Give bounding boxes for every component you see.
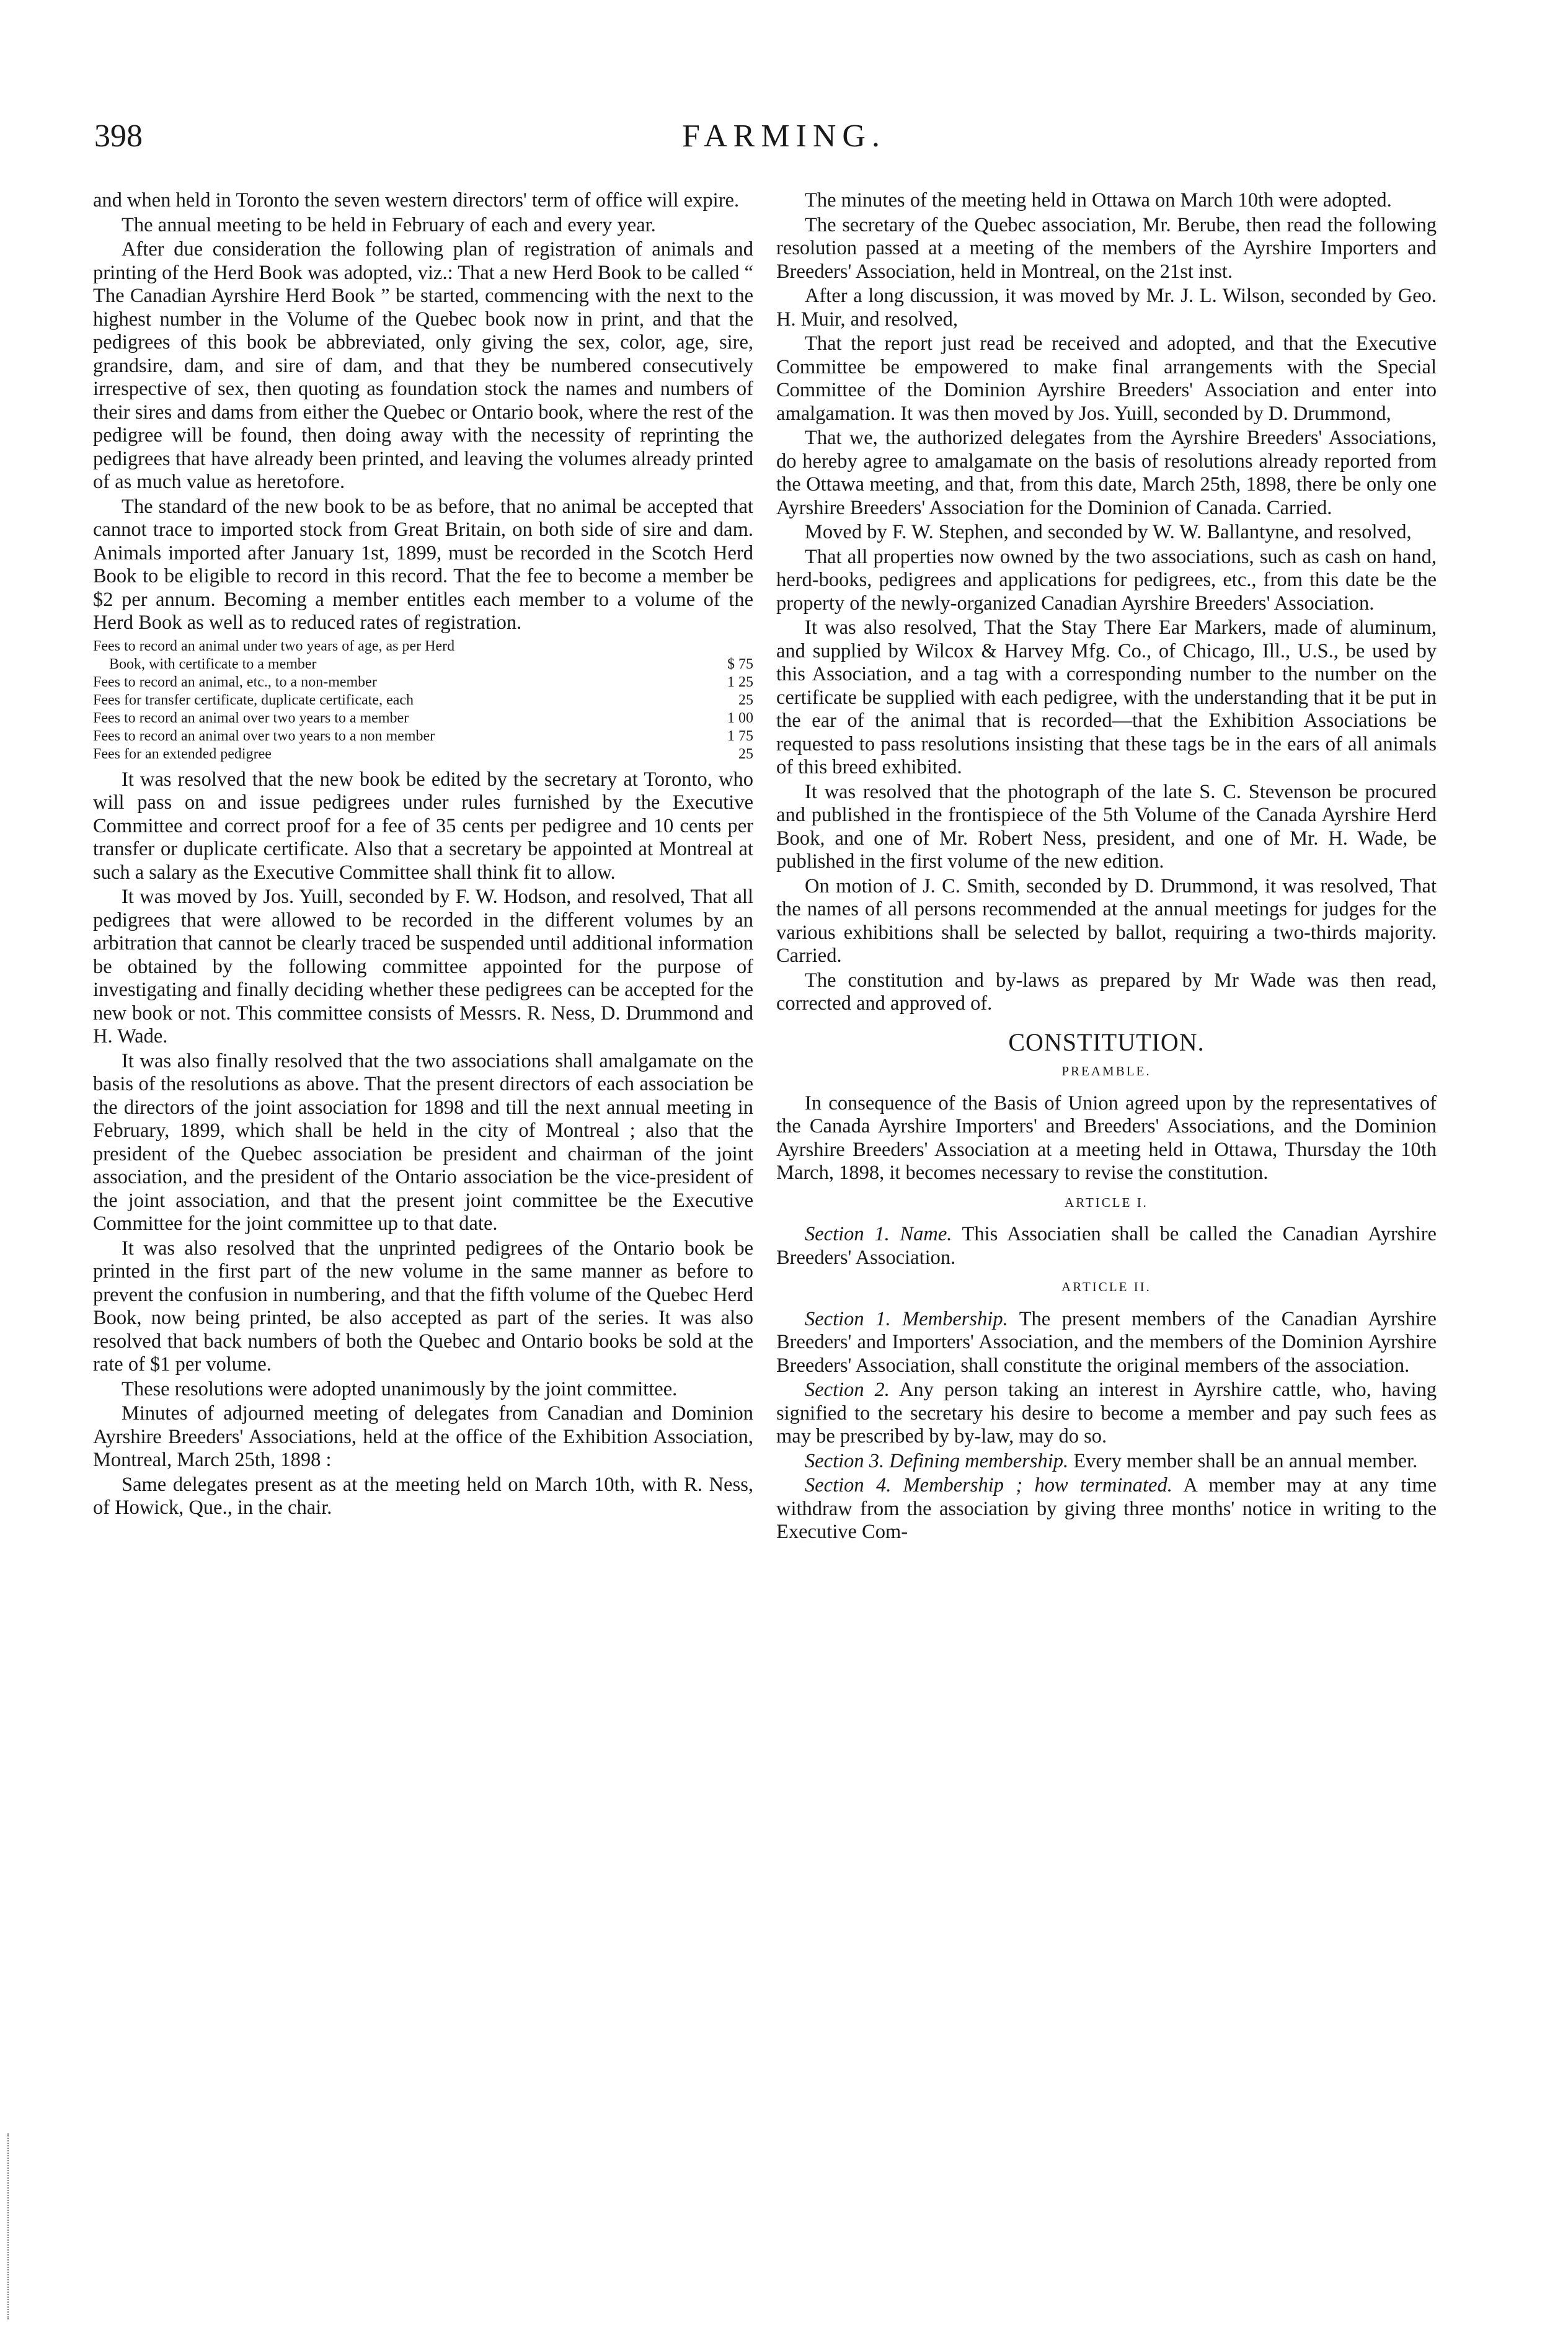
section-paragraph xyxy=(776,1379,1437,1449)
fee-row xyxy=(93,691,753,709)
fee-amount: $ 75 xyxy=(727,656,753,672)
paragraph: It was also resolved that the unprinted pedigrees of the Ontario book be printed in the first part of the new volume in the same manner as before to prevent the confusion in numbering, and that the fifth volume of the Quebec Herd Book, now being printed, be also accepted as part of the series. It was also resolved that back numbers of both the Quebec and Ontario books be sold at the rate of $1 per volume. xyxy=(93,1237,753,1376)
section-paragraph xyxy=(776,1308,1437,1378)
paragraph: On motion of J. C. Smith, seconded by D. Drummond, it was resolved, That the names of all persons recommended at the annual meetings for judges for the various exhibitions shall be selected by ballot, requiring a two-thirds majority. Carried. xyxy=(776,874,1437,967)
fee-amount: 1 75 xyxy=(727,727,753,744)
fee-row xyxy=(93,674,753,691)
section-label: Section 1. Membership. xyxy=(805,1307,1008,1330)
article-heading: ARTICLE II. xyxy=(1061,1279,1151,1294)
fee-amount: 25 xyxy=(738,691,753,708)
paragraph: It was moved by Jos. Yuill, seconded by F. W. Hodson, and resolved, That all pedigrees that were allowed to be recorded in the different volumes by an arbitration that cannot be clearly traced be suspended until additional information be obtained by the following committee appointed for the purpose of investigating and finally deciding whether these pedigrees can be accepted for the new book or not. This committee consists of Messrs. R. Ness, D. Drummond and H. Wade. xyxy=(93,886,753,1047)
paragraph: The constitution and by-laws as prepared by Mr Wade was then read, corrected and approved of. xyxy=(776,969,1437,1015)
fee-row xyxy=(93,709,753,727)
page-header xyxy=(0,118,1568,174)
fee-label: Fees to record an animal under two years of age, as per Herd xyxy=(93,638,455,654)
section-text: Any person taking an interest in Ayrshire cattle, who, having signified to the secretary his desire to become a member and pay such fees as may be prescribed by by-law, may do so. xyxy=(776,1379,1437,1447)
preamble-paragraph: In consequence of the Basis of Union agreed upon by the representatives of the Canada Ayrshire Importers' and Breeders' Associations, and the Dominion Ayrshire Breeders' Association at a meeting held in Ottawa, Thursday the 10th March, 1898, it becomes necessary to revise the constitution. xyxy=(776,1091,1437,1184)
constitution-heading: CONSTITUTION. xyxy=(1008,1028,1205,1056)
running-title: FARMING. xyxy=(682,118,886,154)
paragraph: Minutes of adjourned meeting of delegates from Canadian and Dominion Ayrshire Breeders' Associations, held at the office of the Exhibition Association, Montreal, March 25th, 1898 : xyxy=(93,1402,753,1471)
paragraph: That the report just read be received and adopted, and that the Executive Committee be empowered to make final arrangements with the Special Committee of the Dominion Ayrshire Breeders' Association and enter into amalgamation. It was then moved by Jos. Yuill, seconded by D. Drummond, xyxy=(776,332,1437,425)
section-text: The present members of the Canadian Ayrshire Breeders' and Importers' Association, and the members of the Dominion Ayrshire Breeders' Association, shall constitute the original members of the association. xyxy=(776,1307,1437,1377)
fee-amount: 1 25 xyxy=(727,674,753,690)
paragraph: These resolutions were adopted unanimously by the joint committee. xyxy=(122,1377,678,1400)
section-paragraph xyxy=(776,1223,1437,1269)
fee-row xyxy=(93,745,753,763)
section-label: Section 2. xyxy=(805,1379,890,1401)
paragraph: After a long discussion, it was moved by Mr. J. L. Wilson, seconded by Geo. H. Muir, and resolved, xyxy=(776,285,1437,331)
paragraph: The annual meeting to be held in February of each and every year. xyxy=(122,213,656,236)
fee-label: Fees to record an animal, etc., to a non-member xyxy=(93,674,377,690)
paragraph: It was also resolved, That the Stay There Ear Markers, made of aluminum, and supplied by Wilcox & Harvey Mfg. Co., of Chicago, Ill., U.S., be used by this Association, and a tag with a corresponding number to the number on the certificate be supplied with each pedigree, with the understanding that it be put in the ear of the animal that is recorded—that the Exhibition Associations be requested to pass resolutions insisting that these tags be in the ears of all animals of this breed exhibited. xyxy=(776,616,1437,778)
section-text: This Associatien shall be called the Canadian Ayrshire Breeders' Association. xyxy=(776,1223,1437,1269)
page-number: 398 xyxy=(94,118,143,154)
paragraph: The minutes of the meeting held in Ottawa on March 10th were adopted. xyxy=(805,189,1392,211)
section-paragraph xyxy=(776,1450,1437,1474)
section-paragraph xyxy=(776,1474,1437,1544)
paragraph: and when held in Toronto the seven western directors' term of office will expire. xyxy=(93,189,740,211)
fee-label: Fees for transfer certificate, duplicate certificate, each xyxy=(93,691,414,708)
fee-row xyxy=(93,727,753,745)
paragraph: It was resolved that the new book be edited by the secretary at Toronto, who will pass on and issue pedigrees under rules furnished by the Executive Committee and correct proof for a fee of 35 cents per pedigree and 10 cents per transfer or duplicate certificate. Also that a secretary be appointed at Montreal at such a salary as the Executive Committee shall think fit to allow. xyxy=(93,768,753,884)
fee-label: Fees to record an animal over two years to a non member xyxy=(93,727,435,744)
right-column xyxy=(776,189,1437,1545)
paragraph: It was also finally resolved that the two associations shall amalgamate on the basis of the resolutions as above. That the present directors of each association be the directors of the joint association for 1898 and till the next annual meeting in February, 1899, which shall be held in the city of Montreal ; also that the president of the Quebec association be president and chairman of the joint association, and the president of the Ontario association be the vice-president of the joint association, and that the present joint committee be the Executive Committee for the joint committee up to that date. xyxy=(93,1049,753,1235)
fee-row xyxy=(93,656,753,674)
section-text: A member may at any time withdraw from the association by giving three months' notice in writing to the Executive Com- xyxy=(776,1474,1437,1543)
paragraph: Same delegates present as at the meeting held on March 10th, with R. Ness, of Howick, Que., in the chair. xyxy=(93,1473,753,1519)
fee-schedule xyxy=(93,638,753,763)
fee-row xyxy=(93,638,753,656)
section-label: Section 1. Name. xyxy=(805,1223,952,1245)
section-text: Every member shall be an annual member. xyxy=(1073,1449,1418,1472)
paragraph: The standard of the new book to be as before, that no animal be accepted that cannot trace to imported stock from Great Britain, on both side of sire and dam. Animals imported after January 1st, 1899, must be recorded in the Scotch Herd Book to be eligible to record in this record. That the fee to become a member be $2 per annum. Becoming a member entitles each member to a volume of the Herd Book as well as to reduced rates of registration. xyxy=(93,495,753,634)
fee-amount: 25 xyxy=(738,745,753,762)
article-heading: ARTICLE I. xyxy=(1065,1194,1148,1210)
fee-label: Fees to record an animal over two years to a member xyxy=(93,709,409,726)
paragraph: That we, the authorized delegates from the Ayrshire Breeders' Associations, do hereby agree to amalgamate on the basis of resolutions already reported from the Ottawa meeting, and that, from this date, March 25th, 1898, there be only one Ayrshire Breeders' Association for the Dominion of Canada. Carried. xyxy=(776,427,1437,519)
paragraph: Moved by F. W. Stephen, and seconded by W. W. Ballantyne, and resolved, xyxy=(805,521,1412,543)
paragraph: After due consideration the following plan of registration of animals and printing of the Herd Book was adopted, viz.: That a new Herd Book to be called “ The Canadian Ayrshire Herd Book ” be started, commencing with the next to the highest number in the Volume of the Quebec book now in print, and that the pedigrees of this book be abbreviated, only giving the sex, color, age, sire, grandsire, dam, and sire of dam, and that they be numbered consecutively irrespective of sex, then quoting as foundation stock the names and numbers of their sires and dams from either the Quebec or Ontario book, where the rest of the pedigree will be found, then doing away with the necessity of reprinting the pedigrees that have already been printed, and leaving the volumes already printed of as much value as heretofore. xyxy=(93,238,753,493)
scan-margin-mark xyxy=(7,2133,11,2319)
fee-label: Book, with certificate to a member xyxy=(109,656,317,672)
paragraph: That all properties now owned by the two associations, such as cash on hand, herd-books, pedigrees and applications for pedigrees, etc., from this date be the property of the newly-organized Canadian Ayrshire Breeders' Association. xyxy=(776,545,1437,615)
paragraph: It was resolved that the photograph of the late S. C. Stevenson be procured and published in the frontispiece of the 5th Volume of the Canada Ayrshire Herd Book, and one of Mr. Robert Ness, president, and one of Mr. H. Wade, be published in the first volume of the new edition. xyxy=(776,780,1437,873)
preamble-heading: PREAMBLE. xyxy=(1061,1064,1151,1078)
section-label: Section 4. Membership ; how terminated. xyxy=(805,1474,1172,1496)
paragraph: The secretary of the Quebec association, Mr. Berube, then read the following resolution passed at a meeting of the members of the Ayrshire Importers and Breeders' Association, held in Montreal, on the 21st inst. xyxy=(776,213,1437,283)
left-column xyxy=(93,189,753,1521)
fee-label: Fees for an extended pedigree xyxy=(93,745,272,762)
fee-amount: 1 00 xyxy=(727,709,753,726)
section-label: Section 3. Defining membership. xyxy=(805,1449,1069,1472)
